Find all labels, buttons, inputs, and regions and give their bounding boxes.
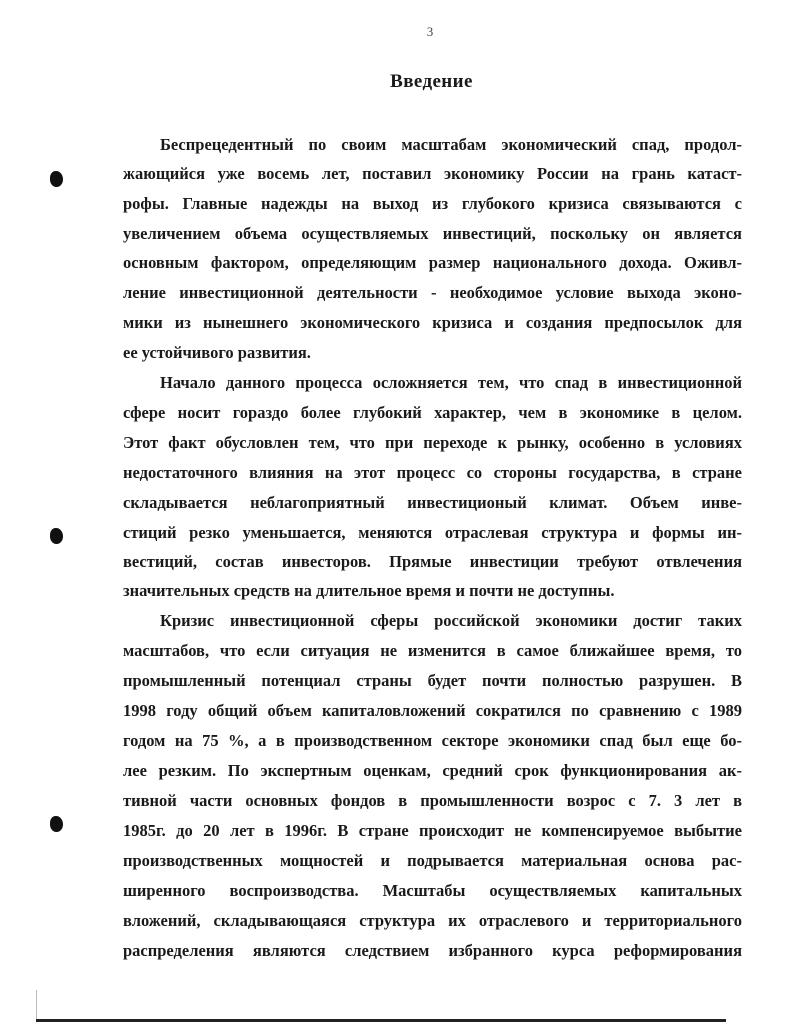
text-line: основным фактором, определяющим размер национального дохода. Оживл- <box>123 253 742 272</box>
text-line: жающийся уже восемь лет, поставил экономику России на грань катаст- <box>123 164 742 183</box>
text-line: значительных средств на длительное время и почти не доступны. <box>123 581 615 600</box>
text-line: вложений, складывающаяся структура их отраслевого и территориального <box>123 911 742 930</box>
punch-hole-mark <box>50 171 63 187</box>
text-line: увеличением объема осуществляемых инвестиций, поскольку он является <box>123 224 742 243</box>
text-line: Беспрецедентный по своим масштабам экономический спад, продол- <box>160 135 742 154</box>
text-line: лее резким. По экспертным оценкам, средний срок функционирования ак- <box>123 761 742 780</box>
text-line: ление инвестиционной деятельности - необходимое условие выхода эконо- <box>123 283 742 302</box>
text-line: производственных мощностей и подрывается материальная основа рас- <box>123 851 742 870</box>
text-line: ширенного воспроизводства. Масштабы осуществляемых капитальных <box>123 881 742 900</box>
text-line: вестиций, состав инвесторов. Прямые инвестиции требуют отвлечения <box>123 552 742 571</box>
text-line: тивной части основных фондов в промышленности возрос с 7. 3 лет в <box>123 791 742 810</box>
text-line: годом на 75 %, а в производственном секторе экономики спад был еще бо- <box>123 731 742 750</box>
scan-edge-mark <box>36 990 37 1020</box>
punch-hole-mark <box>50 816 63 832</box>
text-line: Этот факт обусловлен тем, что при переходе к рынку, особенно в условиях <box>123 433 742 452</box>
text-line: складывается неблагоприятный инвестиционый климат. Объем инве- <box>123 493 742 512</box>
page-title: Введение <box>390 71 473 92</box>
text-line: стиций резко уменьшается, меняются отраслевая структура и формы ин- <box>123 523 742 542</box>
text-line: Кризис инвестиционной сферы российской экономики достиг таких <box>160 611 742 630</box>
text-line: недостаточного влияния на этот процесс со стороны государства, в стране <box>123 463 742 482</box>
text-line: масштабов, что если ситуация не изменится в самое ближайшее время, то <box>123 641 742 660</box>
text-line: 1998 году общий объем капиталовложений сократился по сравнению с 1989 <box>123 701 742 720</box>
text-line: 1985г. до 20 лет в 1996г. В стране происходит не компенсируемое выбытие <box>123 821 742 840</box>
text-line: ее устойчивого развития. <box>123 343 311 362</box>
text-line: распределения являются следствием избранного курса реформирования <box>123 941 742 960</box>
page-number: 3 <box>426 24 434 39</box>
text-line: Начало данного процесса осложняется тем, что спад в инвестиционной <box>160 373 742 392</box>
text-line: рофы. Главные надежды на выход из глубокого кризиса связываются с <box>123 194 742 213</box>
text-line: промышленный потенциал страны будет почти полностью разрушен. В <box>123 671 742 690</box>
punch-hole-mark <box>50 528 63 544</box>
bottom-scan-rule <box>36 1019 726 1022</box>
text-line: мики из нынешнего экономического кризиса и создания предпосылок для <box>123 313 742 332</box>
text-line: сфере носит гораздо более глубокий характер, чем в экономике в целом. <box>123 403 742 422</box>
